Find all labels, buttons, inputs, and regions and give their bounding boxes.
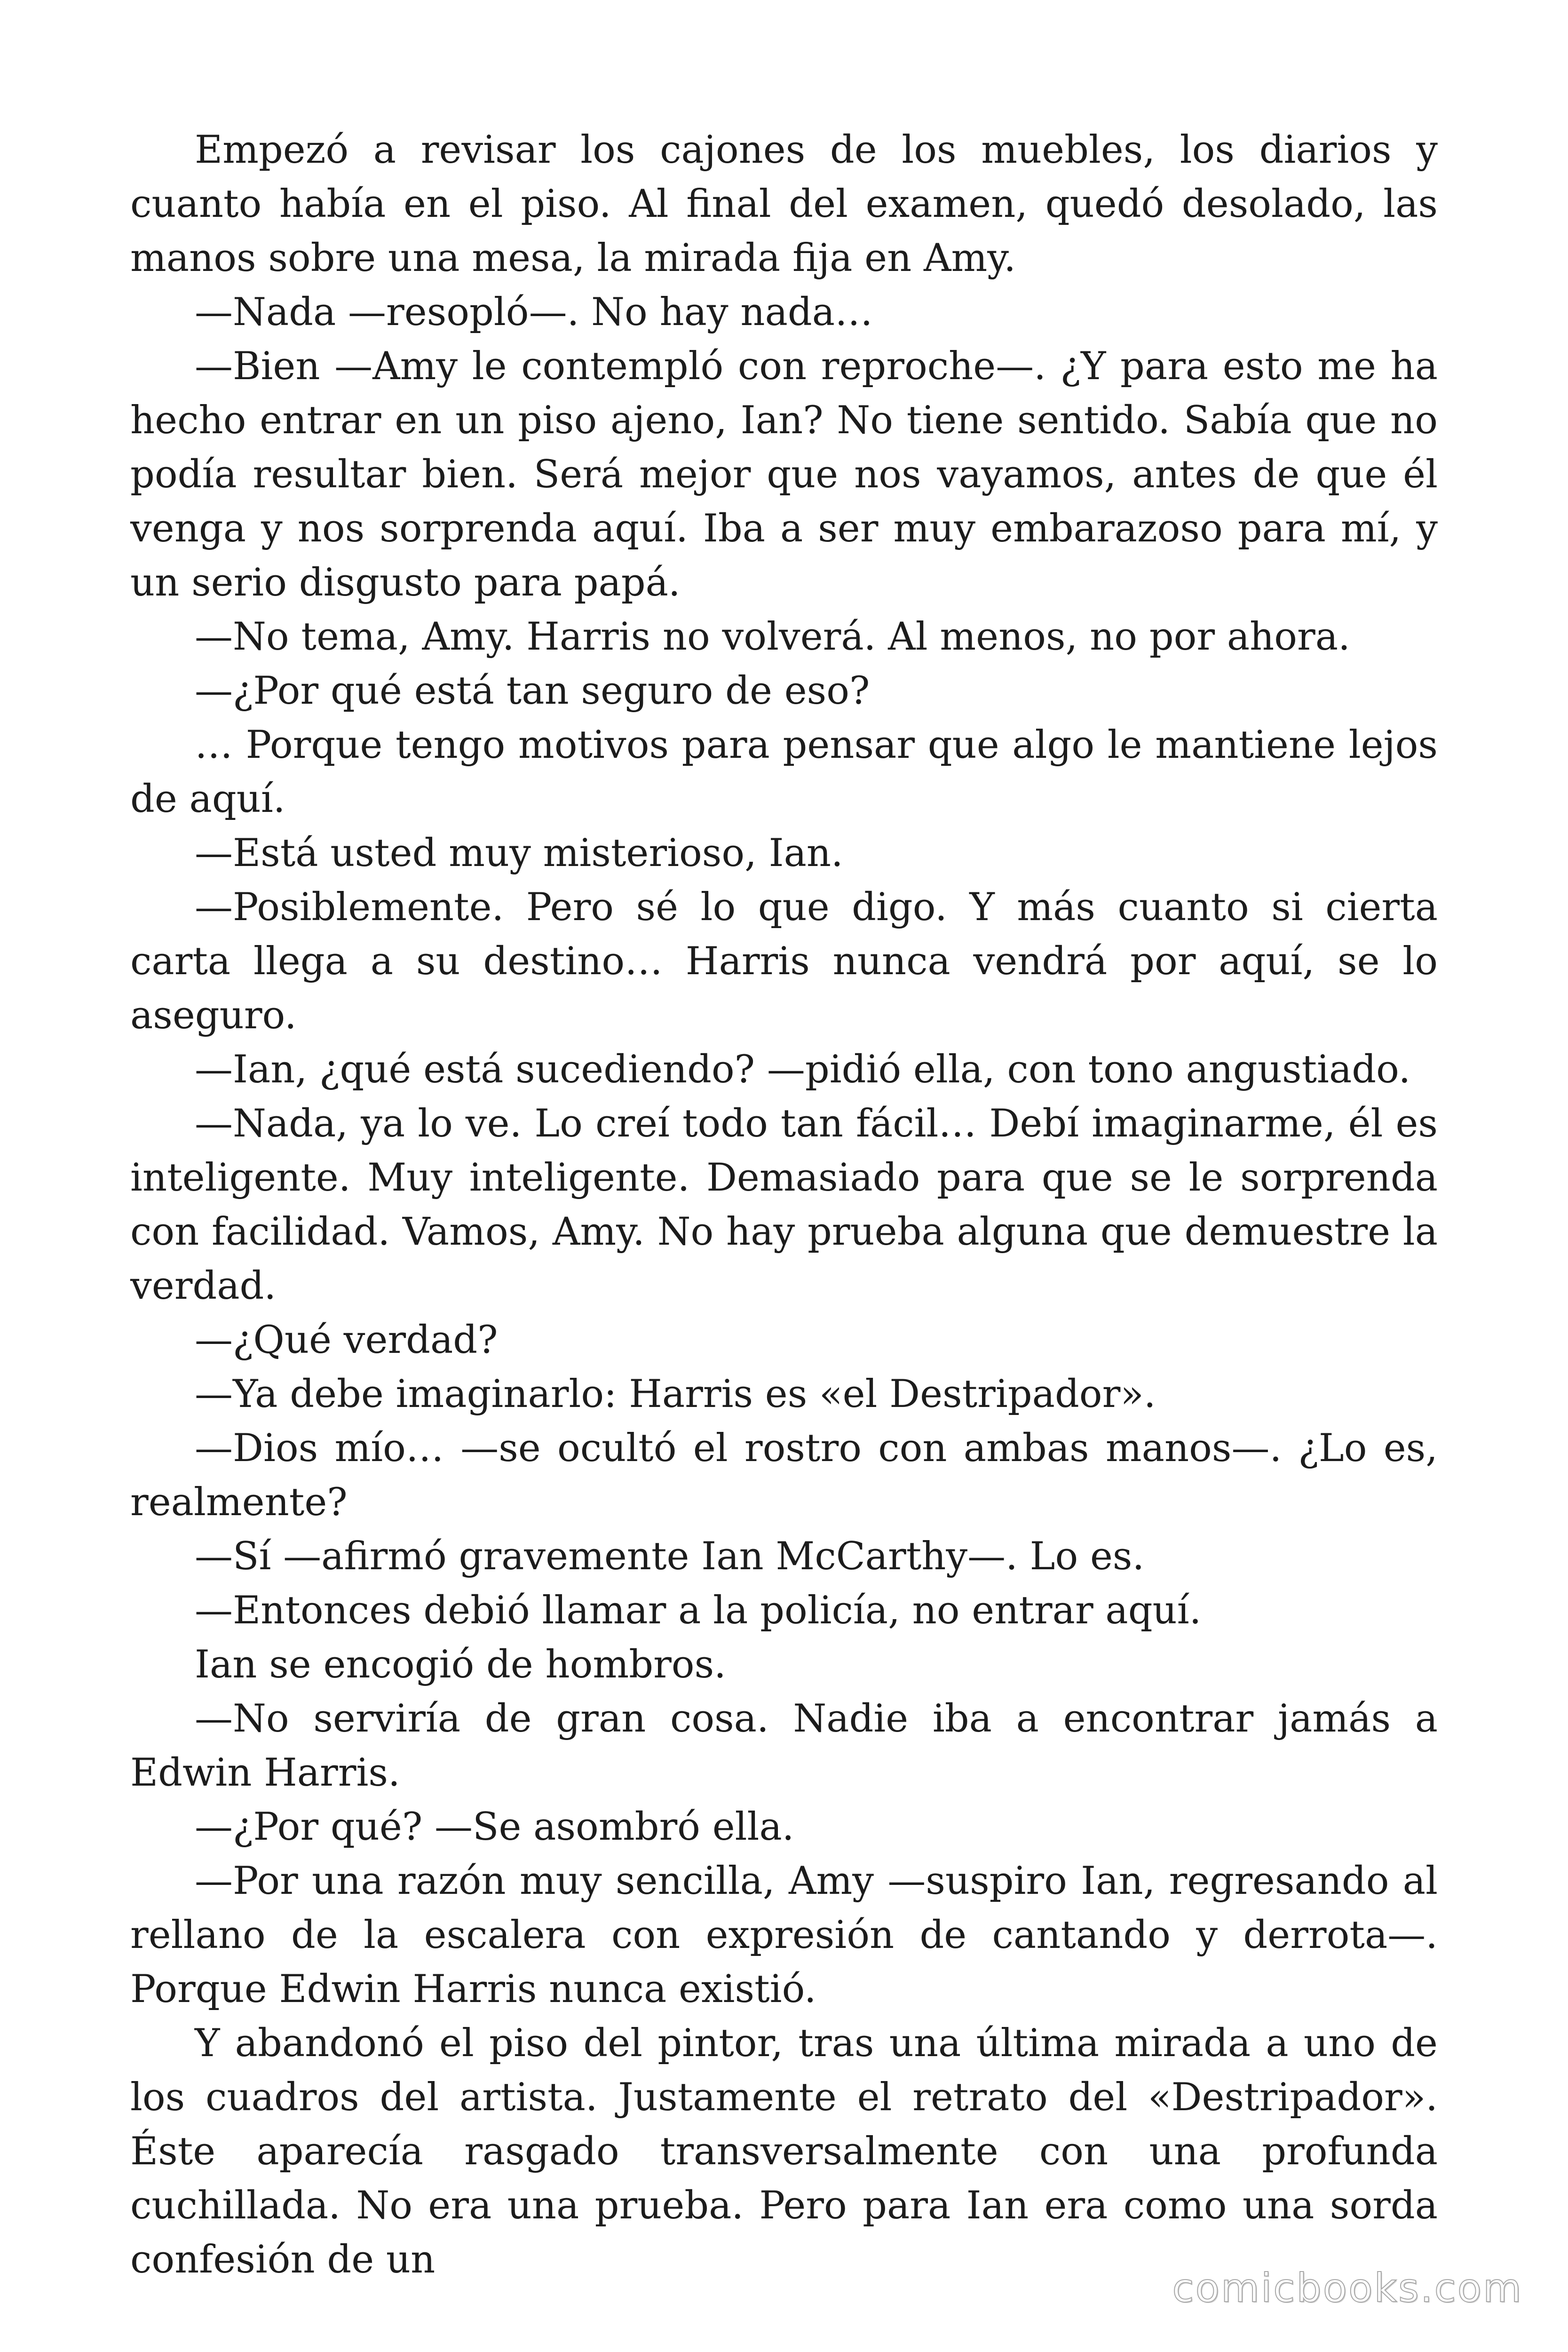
paragraph: —Ian, ¿qué está sucediendo? —pidió ella, con tono angustiado. <box>195 1048 1411 1092</box>
paragraph: —Nada —resopló—. No hay nada… <box>195 290 873 334</box>
paragraph: —¿Por qué está tan seguro de eso? <box>195 669 870 713</box>
paragraph: —Sí —afirmó gravemente Ian McCarthy—. Lo es. <box>195 1534 1145 1579</box>
paragraph: Y abandonó el piso del pintor, tras una última mirada a uno de los cuadros del artista. Justamente el retrato del «Destripador». Éste aparecía rasgado transversalmente con una profunda cuchillada. No era una prueba. Pero para Ian era como una sorda confesión de un <box>130 2021 1438 2282</box>
paragraph: —Por una razón muy sencilla, Amy —suspiro Ian, regresando al rellano de la escalera con expresión de cantando y derrota—. Porque Edwin Harris nunca existió. <box>130 1859 1438 2011</box>
paragraph: —Bien —Amy le contempló con reproche—. ¿Y para esto me ha hecho entrar en un piso ajeno, Ian? No tiene sentido. Sabía que no podía resultar bien. Será mejor que nos vayamos, antes de que él venga y nos sorprenda aquí. Iba a ser muy embarazoso para mí, y un serio disgusto para papá. <box>130 344 1438 605</box>
watermark: comicbooks.com <box>1172 2265 1523 2311</box>
paragraph: —No serviría de gran cosa. Nadie iba a encontrar jamás a Edwin Harris. <box>130 1697 1438 1795</box>
paragraph: —Está usted muy misterioso, Ian. <box>195 831 843 875</box>
paragraph: —Nada, ya lo ve. Lo creí todo tan fácil… Debí imaginarme, él es inteligente. Muy inteligente. Demasiado para que se le sorprenda con facilidad. Vamos, Amy. No hay prueba alguna que demuestre la verdad. <box>130 1102 1438 1308</box>
paragraph: —No tema, Amy. Harris no volverá. Al menos, no por ahora. <box>195 615 1350 659</box>
body-text <box>130 123 1438 2287</box>
paragraph: —Ya debe imaginarlo: Harris es «el Destripador». <box>195 1372 1156 1416</box>
paragraph: —Entonces debió llamar a la policía, no entrar aquí. <box>195 1589 1202 1633</box>
paragraph: Empezó a revisar los cajones de los muebles, los diarios y cuanto había en el piso. Al final del examen, quedó desolado, las manos sobre una mesa, la mirada fija en Amy. <box>130 128 1438 280</box>
paragraph: Ian se encogió de hombros. <box>195 1643 726 1687</box>
paragraph: —¿Por qué? —Se asombró ella. <box>195 1805 794 1849</box>
paragraph: —Posiblemente. Pero sé lo que digo. Y más cuanto si cierta carta llega a su destino… Harris nunca vendrá por aquí, se lo aseguro. <box>130 885 1438 1038</box>
paragraph: … Porque tengo motivos para pensar que algo le mantiene lejos de aquí. <box>130 723 1438 821</box>
paragraph: —¿Qué verdad? <box>195 1318 498 1362</box>
paragraph: —Dios mío… —se ocultó el rostro con ambas manos—. ¿Lo es, realmente? <box>130 1426 1438 1525</box>
